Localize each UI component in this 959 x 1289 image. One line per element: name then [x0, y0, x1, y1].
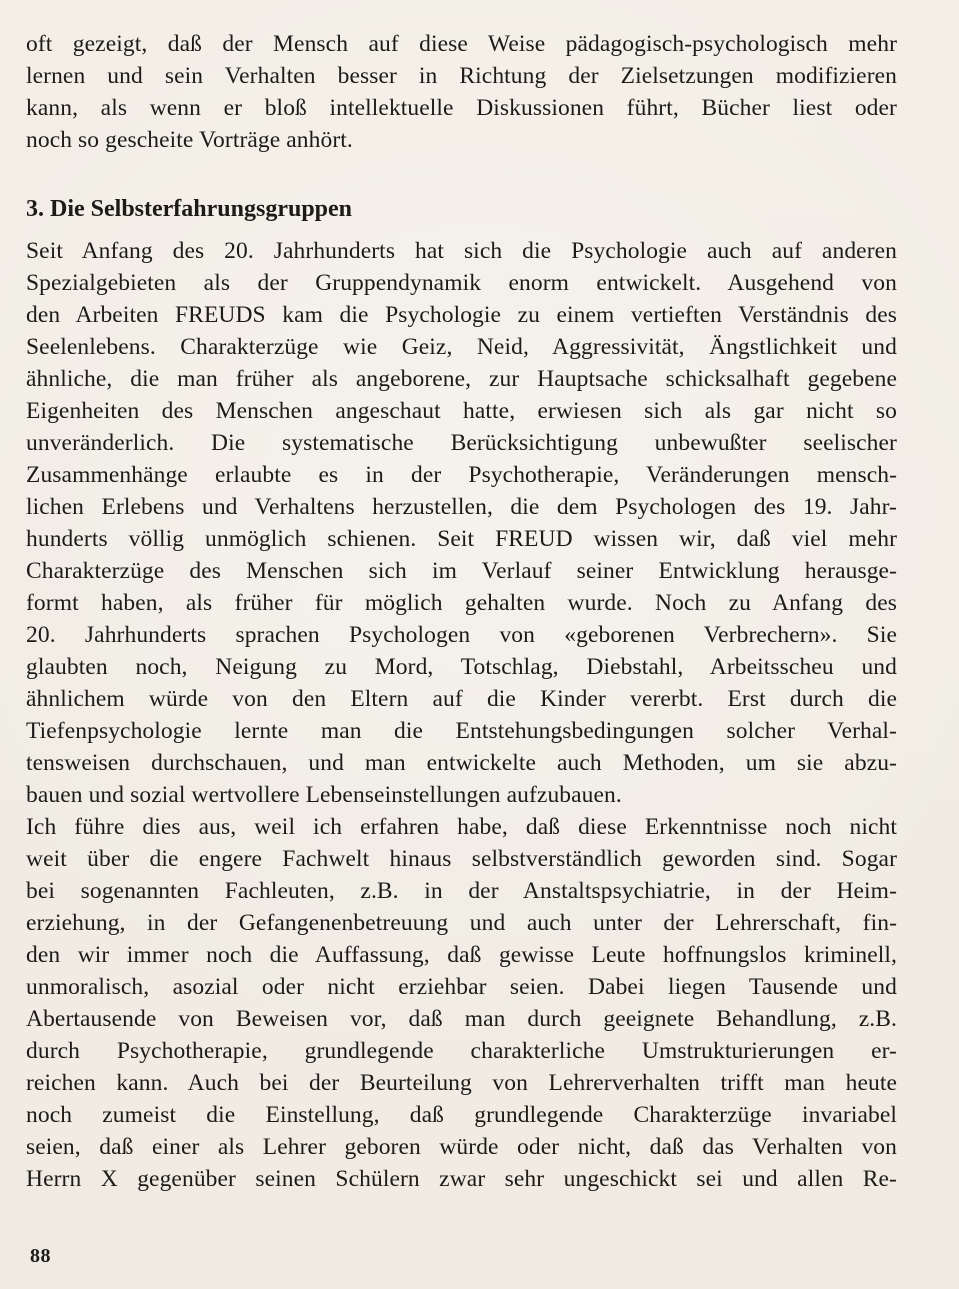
text-line: unveränderlich. Die systematische Berücksichtigung unbewußter seelischer: [26, 430, 897, 456]
text-line: reichen kann. Auch bei der Beurteilung von Lehrerverhalten trifft man heute: [26, 1070, 897, 1096]
text-line: hunderts völlig unmöglich schienen. Seit FREUD wissen wir, daß viel mehr: [26, 526, 897, 552]
text-line: Eigenheiten des Menschen angeschaut hatte, erwiesen sich als gar nicht so: [26, 398, 897, 424]
text-line: lernen und sein Verhalten besser in Richtung der Zielsetzungen modifizieren: [26, 63, 897, 89]
text-line: oft gezeigt, daß der Mensch auf diese Weise pädagogisch-psychologisch mehr: [26, 31, 897, 57]
text-line: ähnlichem würde von den Eltern auf die Kinder vererbt. Erst durch die: [26, 686, 897, 712]
text-line: bauen und sozial wertvollere Lebenseinstellungen aufzubauen.: [26, 782, 622, 808]
text-line: 20. Jahrhunderts sprachen Psychologen von «geborenen Verbrechern». Sie: [26, 622, 897, 648]
text-line: den wir immer noch die Auffassung, daß gewisse Leute hoffnungslos kriminell,: [26, 942, 897, 968]
text-line: weit über die engere Fachwelt hinaus selbstverständlich geworden sind. Sogar: [26, 846, 897, 872]
text-line: Abertausende von Beweisen vor, daß man durch geeignete Behandlung, z.B.: [26, 1006, 897, 1032]
text-line: Herrn X gegenüber seinen Schülern zwar sehr ungeschickt sei und allen Re-: [26, 1166, 897, 1192]
page-number: 88: [30, 1245, 51, 1267]
text-line: bei sogenannten Fachleuten, z.B. in der Anstaltspsychiatrie, in der Heim-: [26, 878, 897, 904]
text-line: Ich führe dies aus, weil ich erfahren habe, daß diese Erkenntnisse noch nicht: [26, 814, 897, 840]
text-line: erziehung, in der Gefangenenbetreuung und auch unter der Lehrerschaft, fin-: [26, 910, 897, 936]
text-line: noch so gescheite Vorträge anhört.: [26, 127, 353, 153]
text-line: den Arbeiten FREUDS kam die Psychologie zu einem vertieften Verständnis des: [26, 302, 897, 328]
text-line: kann, als wenn er bloß intellektuelle Diskussionen führt, Bücher liest oder: [26, 95, 897, 121]
text-line: durch Psychotherapie, grundlegende charakterliche Umstrukturierungen er-: [26, 1038, 897, 1064]
text-line: Tiefenpsychologie lernte man die Entstehungsbedingungen solcher Verhal-: [26, 718, 897, 744]
text-line: lichen Erlebens und Verhaltens herzustellen, die dem Psychologen des 19. Jahr-: [26, 494, 897, 520]
section-heading: 3. Die Selbsterfahrungsgruppen: [26, 196, 353, 222]
text-line: Charakterzüge des Menschen sich im Verlauf seiner Entwicklung herausge-: [26, 558, 897, 584]
text-line: Seit Anfang des 20. Jahrhunderts hat sich die Psychologie auch auf anderen: [26, 238, 897, 264]
text-line: tensweisen durchschauen, und man entwickelte auch Methoden, um sie abzu-: [26, 750, 897, 776]
text-line: formt haben, als früher für möglich gehalten wurde. Noch zu Anfang des: [26, 590, 897, 616]
text-line: ähnliche, die man früher als angeborene, zur Hauptsache schicksalhaft gegebene: [26, 366, 897, 392]
text-line: Seelenlebens. Charakterzüge wie Geiz, Neid, Aggressivität, Ängstlichkeit und: [26, 334, 897, 360]
text-line: Spezialgebieten als der Gruppendynamik enorm entwickelt. Ausgehend von: [26, 270, 897, 296]
text-line: glaubten noch, Neigung zu Mord, Totschlag, Diebstahl, Arbeitsscheu und: [26, 654, 897, 680]
intro-paragraph: [26, 28, 897, 156]
section-body: [26, 235, 897, 1195]
text-line: seien, daß einer als Lehrer geboren würde oder nicht, daß das Verhalten von: [26, 1134, 897, 1160]
text-line: Zusammenhänge erlaubte es in der Psychotherapie, Veränderungen mensch-: [26, 462, 897, 488]
text-line: noch zumeist die Einstellung, daß grundlegende Charakterzüge invariabel: [26, 1102, 897, 1128]
text-line: unmoralisch, asozial oder nicht erziehbar seien. Dabei liegen Tausende und: [26, 974, 897, 1000]
